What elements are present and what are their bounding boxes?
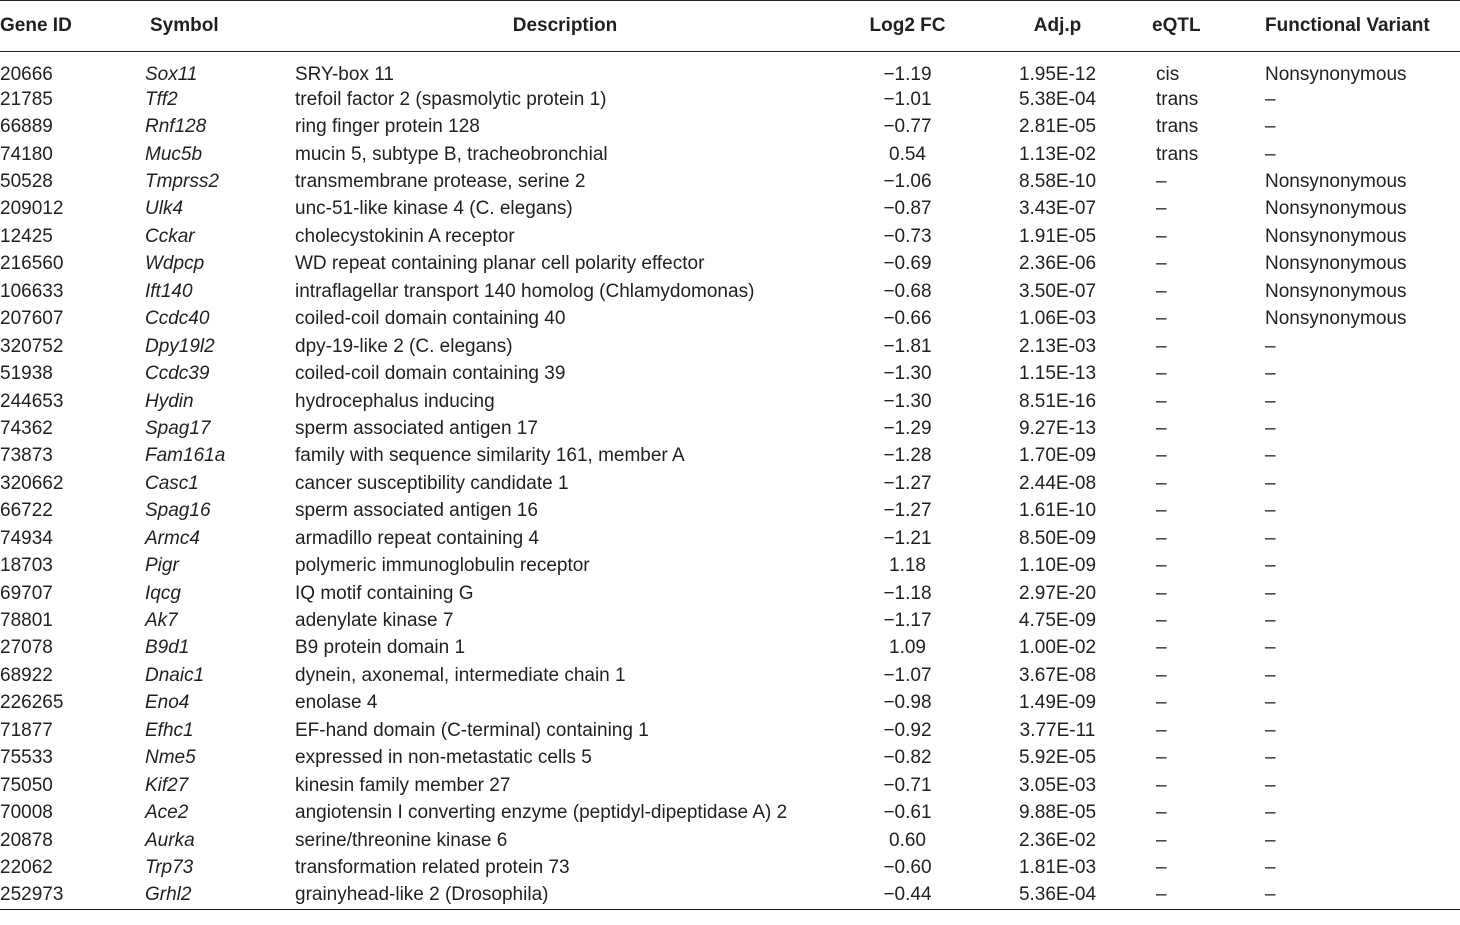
cell-symbol: Hydin	[145, 390, 194, 412]
cell-eqtl: –	[1156, 253, 1167, 275]
cell-adjp: 8.58E-10	[1018, 171, 1097, 193]
cell-symbol: Muc5b	[145, 143, 203, 165]
cell-eqtl: –	[1156, 856, 1167, 878]
cell-gene-id: 21785	[0, 88, 53, 110]
cell-eqtl: –	[1156, 884, 1167, 906]
cell-eqtl: –	[1156, 335, 1167, 357]
cell-symbol: Kif27	[145, 774, 189, 796]
cell-functional-variant: –	[1265, 555, 1276, 577]
cell-functional-variant: –	[1265, 445, 1276, 467]
cell-log2fc: −0.61	[883, 802, 932, 824]
cell-description: SRY-box 11	[295, 64, 394, 85]
cell-gene-id: 69707	[0, 582, 53, 604]
cell-eqtl: trans	[1156, 116, 1199, 138]
cell-functional-variant: –	[1265, 829, 1276, 851]
table-row	[0, 52, 1460, 87]
cell-eqtl: –	[1156, 829, 1167, 851]
cell-functional-variant: –	[1265, 610, 1276, 632]
cell-symbol: Pigr	[145, 555, 179, 577]
cell-adjp: 8.51E-16	[1018, 390, 1097, 412]
cell-symbol: Efhc1	[145, 719, 194, 741]
cell-adjp: 3.77E-11	[1019, 719, 1096, 741]
table-row	[0, 635, 1460, 662]
cell-gene-id: 70008	[0, 802, 53, 824]
cell-description: grainyhead-like 2 (Drosophila)	[295, 884, 549, 906]
cell-gene-id: 106633	[0, 280, 64, 302]
table-row	[0, 662, 1460, 689]
cell-eqtl: –	[1156, 363, 1167, 385]
cell-eqtl: –	[1156, 500, 1167, 522]
cell-eqtl: –	[1156, 308, 1167, 330]
table-row	[0, 799, 1460, 826]
cell-functional-variant: –	[1265, 747, 1276, 769]
cell-gene-id: 50528	[0, 171, 53, 193]
cell-log2fc: −1.06	[883, 171, 932, 193]
cell-log2fc: −0.60	[883, 856, 932, 878]
cell-adjp: 2.13E-03	[1018, 335, 1097, 357]
cell-functional-variant: –	[1265, 417, 1276, 439]
table-row	[0, 306, 1460, 333]
cell-functional-variant: –	[1265, 692, 1276, 714]
cell-eqtl: –	[1156, 527, 1167, 549]
cell-functional-variant: Nonsynonymous	[1265, 198, 1407, 220]
cell-adjp: 3.67E-08	[1018, 664, 1097, 686]
table-row	[0, 717, 1460, 744]
header-gene-id: Gene ID	[0, 1, 145, 52]
cell-gene-id: 66722	[0, 500, 53, 522]
cell-description: family with sequence similarity 161, member A	[295, 445, 685, 467]
cell-eqtl: –	[1156, 171, 1167, 193]
cell-eqtl: –	[1156, 637, 1167, 659]
cell-log2fc: −1.30	[883, 363, 932, 385]
table-row	[0, 388, 1460, 415]
cell-description: hydrocephalus inducing	[295, 390, 495, 412]
cell-adjp: 5.38E-04	[1018, 88, 1097, 110]
table-row	[0, 251, 1460, 278]
table-row	[0, 882, 1460, 909]
table-row	[0, 607, 1460, 634]
cell-adjp: 2.97E-20	[1018, 582, 1097, 604]
cell-adjp: 1.10E-09	[1018, 555, 1097, 577]
cell-adjp: 8.50E-09	[1018, 527, 1097, 549]
cell-functional-variant: –	[1265, 637, 1276, 659]
table-row	[0, 196, 1460, 223]
cell-log2fc: −1.21	[883, 527, 932, 549]
cell-eqtl: –	[1156, 610, 1167, 632]
table-row	[0, 525, 1460, 552]
cell-description: cholecystokinin A receptor	[295, 225, 515, 247]
cell-functional-variant: Nonsynonymous	[1265, 280, 1407, 302]
cell-functional-variant: –	[1265, 500, 1276, 522]
cell-description: dpy-19-like 2 (C. elegans)	[295, 335, 513, 357]
cell-gene-id: 74362	[0, 417, 53, 439]
cell-log2fc: −1.28	[883, 445, 932, 467]
cell-gene-id: 75533	[0, 747, 53, 769]
cell-adjp: 1.13E-02	[1018, 143, 1097, 165]
cell-gene-id: 71877	[0, 719, 53, 741]
cell-symbol: Dnaic1	[145, 664, 205, 686]
cell-eqtl: –	[1156, 280, 1167, 302]
cell-eqtl: –	[1156, 664, 1167, 686]
cell-adjp: 5.36E-04	[1018, 884, 1097, 906]
cell-description: B9 protein domain 1	[295, 637, 466, 659]
cell-adjp: 9.27E-13	[1018, 417, 1097, 439]
cell-description: enolase 4	[295, 692, 378, 714]
table-row	[0, 360, 1460, 387]
table-body	[0, 52, 1460, 910]
cell-functional-variant: –	[1265, 390, 1276, 412]
cell-gene-id: 74180	[0, 143, 53, 165]
cell-description: transformation related protein 73	[295, 856, 570, 878]
cell-adjp: 1.95E-12	[1018, 64, 1097, 85]
cell-gene-id: 66889	[0, 116, 53, 138]
cell-functional-variant: –	[1265, 116, 1276, 138]
table-row	[0, 470, 1460, 497]
cell-symbol: Ak7	[145, 610, 178, 632]
cell-log2fc: 0.54	[889, 143, 926, 165]
cell-symbol: Iqcg	[145, 582, 181, 604]
cell-log2fc: −1.27	[883, 500, 932, 522]
cell-gene-id: 75050	[0, 774, 53, 796]
cell-description: polymeric immunoglobulin receptor	[295, 555, 590, 577]
cell-symbol: Eno4	[145, 692, 190, 714]
cell-adjp: 1.61E-10	[1018, 500, 1097, 522]
cell-description: WD repeat containing planar cell polarity effector	[295, 253, 705, 275]
cell-adjp: 1.49E-09	[1018, 692, 1097, 714]
cell-description: dynein, axonemal, intermediate chain 1	[295, 664, 626, 686]
cell-functional-variant: –	[1265, 472, 1276, 494]
cell-eqtl: –	[1156, 472, 1167, 494]
cell-log2fc: −1.17	[883, 610, 932, 632]
cell-description: ring finger protein 128	[295, 116, 480, 138]
table-row	[0, 580, 1460, 607]
table-row	[0, 443, 1460, 470]
cell-functional-variant: Nonsynonymous	[1265, 171, 1407, 193]
cell-adjp: 1.81E-03	[1018, 856, 1097, 878]
cell-description: mucin 5, subtype B, tracheobronchial	[295, 143, 608, 165]
cell-log2fc: −0.71	[883, 774, 932, 796]
cell-log2fc: −1.07	[883, 664, 932, 686]
table-row	[0, 772, 1460, 799]
cell-symbol: Sox11	[145, 64, 198, 85]
cell-adjp: 1.91E-05	[1018, 225, 1097, 247]
cell-adjp: 3.43E-07	[1018, 198, 1097, 220]
cell-gene-id: 73873	[0, 445, 53, 467]
cell-gene-id: 68922	[0, 664, 53, 686]
cell-description: adenylate kinase 7	[295, 610, 454, 632]
table-row	[0, 333, 1460, 360]
table-row	[0, 415, 1460, 442]
header-functional-variant: Functional Variant	[1265, 1, 1460, 52]
cell-eqtl: –	[1156, 774, 1167, 796]
cell-eqtl: –	[1156, 719, 1167, 741]
cell-symbol: Grhl2	[145, 884, 192, 906]
cell-log2fc: −1.29	[883, 417, 932, 439]
cell-gene-id: 20666	[0, 64, 53, 85]
cell-symbol: Armc4	[145, 527, 200, 549]
table-row	[0, 223, 1460, 250]
cell-functional-variant: –	[1265, 143, 1276, 165]
header-log2fc: Log2 FC	[835, 1, 980, 52]
cell-functional-variant: –	[1265, 335, 1276, 357]
cell-log2fc: 1.18	[889, 555, 926, 577]
cell-adjp: 9.88E-05	[1018, 802, 1097, 824]
cell-eqtl: –	[1156, 555, 1167, 577]
header-description: Description	[295, 1, 835, 52]
cell-eqtl: –	[1156, 198, 1167, 220]
cell-eqtl: –	[1156, 390, 1167, 412]
table-row	[0, 86, 1460, 113]
cell-gene-id: 244653	[0, 390, 64, 412]
cell-functional-variant: –	[1265, 88, 1276, 110]
cell-functional-variant: –	[1265, 664, 1276, 686]
cell-eqtl: –	[1156, 417, 1167, 439]
cell-gene-id: 320752	[0, 335, 64, 357]
cell-symbol: Ulk4	[145, 198, 184, 220]
cell-functional-variant: –	[1265, 884, 1276, 906]
cell-description: armadillo repeat containing 4	[295, 527, 539, 549]
cell-symbol: Cckar	[145, 225, 195, 247]
cell-log2fc: −0.44	[883, 884, 932, 906]
cell-description: intraflagellar transport 140 homolog (Chlamydomonas)	[295, 280, 755, 302]
cell-adjp: 1.70E-09	[1018, 445, 1097, 467]
table-header	[0, 1, 1460, 52]
cell-functional-variant: –	[1265, 802, 1276, 824]
cell-symbol: Dpy19l2	[145, 335, 215, 357]
cell-functional-variant: –	[1265, 363, 1276, 385]
header-adjp: Adj.p	[980, 1, 1135, 52]
cell-log2fc: 1.09	[889, 637, 926, 659]
cell-adjp: 2.81E-05	[1018, 116, 1097, 138]
cell-eqtl: –	[1156, 445, 1167, 467]
cell-log2fc: 0.60	[889, 829, 926, 851]
cell-eqtl: trans	[1156, 143, 1199, 165]
cell-log2fc: −0.69	[883, 253, 932, 275]
cell-adjp: 3.50E-07	[1018, 280, 1097, 302]
cell-functional-variant: Nonsynonymous	[1265, 253, 1407, 275]
table-row	[0, 498, 1460, 525]
cell-eqtl: trans	[1156, 88, 1199, 110]
cell-symbol: B9d1	[145, 637, 190, 659]
table-row	[0, 745, 1460, 772]
cell-description: EF-hand domain (C-terminal) containing 1	[295, 719, 649, 741]
table-row	[0, 168, 1460, 195]
cell-description: expressed in non-metastatic cells 5	[295, 747, 592, 769]
cell-eqtl: –	[1156, 747, 1167, 769]
table-row	[0, 690, 1460, 717]
header-eqtl: eQTL	[1135, 1, 1265, 52]
cell-log2fc: −0.66	[883, 308, 932, 330]
cell-description: IQ motif containing G	[295, 582, 474, 604]
cell-symbol: Ace2	[145, 802, 189, 824]
cell-eqtl: cis	[1156, 64, 1180, 85]
table-row	[0, 113, 1460, 140]
cell-symbol: Casc1	[145, 472, 199, 494]
cell-description: serine/threonine kinase 6	[295, 829, 508, 851]
cell-symbol: Rnf128	[145, 116, 207, 138]
cell-functional-variant: –	[1265, 774, 1276, 796]
cell-adjp: 4.75E-09	[1018, 610, 1097, 632]
cell-log2fc: −0.92	[883, 719, 932, 741]
table-row	[0, 552, 1460, 579]
header-symbol: Symbol	[145, 1, 295, 52]
cell-functional-variant: Nonsynonymous	[1265, 225, 1407, 247]
cell-gene-id: 12425	[0, 225, 53, 247]
cell-adjp: 2.36E-02	[1018, 829, 1097, 851]
cell-log2fc: −0.68	[883, 280, 932, 302]
cell-adjp: 2.36E-06	[1018, 253, 1097, 275]
cell-gene-id: 22062	[0, 856, 53, 878]
cell-gene-id: 27078	[0, 637, 53, 659]
cell-log2fc: −0.77	[883, 116, 932, 138]
cell-eqtl: –	[1156, 802, 1167, 824]
cell-eqtl: –	[1156, 225, 1167, 247]
cell-adjp: 5.92E-05	[1018, 747, 1097, 769]
cell-functional-variant: –	[1265, 719, 1276, 741]
cell-gene-id: 74934	[0, 527, 53, 549]
cell-adjp: 1.00E-02	[1018, 637, 1097, 659]
cell-gene-id: 207607	[0, 308, 64, 330]
cell-gene-id: 18703	[0, 555, 53, 577]
cell-log2fc: −1.30	[883, 390, 932, 412]
table-row	[0, 854, 1460, 881]
cell-adjp: 1.15E-13	[1018, 363, 1097, 385]
cell-symbol: Spag16	[145, 500, 211, 522]
cell-adjp: 1.06E-03	[1018, 308, 1097, 330]
cell-log2fc: −1.01	[883, 88, 932, 110]
cell-description: trefoil factor 2 (spasmolytic protein 1)	[295, 88, 607, 110]
cell-gene-id: 216560	[0, 253, 64, 275]
cell-eqtl: –	[1156, 582, 1167, 604]
cell-functional-variant: –	[1265, 856, 1276, 878]
cell-symbol: Ccdc40	[145, 308, 210, 330]
cell-description: cancer susceptibility candidate 1	[295, 472, 569, 494]
cell-symbol: Aurka	[145, 829, 195, 851]
cell-description: unc-51-like kinase 4 (C. elegans)	[295, 198, 573, 220]
cell-symbol: Nme5	[145, 747, 196, 769]
cell-symbol: Spag17	[145, 417, 211, 439]
cell-description: transmembrane protease, serine 2	[295, 171, 586, 193]
cell-functional-variant: Nonsynonymous	[1265, 308, 1407, 330]
cell-symbol: Tmprss2	[145, 171, 219, 193]
cell-symbol: Trp73	[145, 856, 194, 878]
cell-gene-id: 20878	[0, 829, 53, 851]
cell-log2fc: −0.82	[883, 747, 932, 769]
cell-symbol: Wdpcp	[145, 253, 205, 275]
cell-log2fc: −0.73	[883, 225, 932, 247]
cell-functional-variant: Nonsynonymous	[1265, 64, 1407, 85]
cell-adjp: 2.44E-08	[1018, 472, 1097, 494]
cell-functional-variant: –	[1265, 582, 1276, 604]
cell-symbol: Ccdc39	[145, 363, 210, 385]
cell-log2fc: −1.18	[883, 582, 932, 604]
cell-functional-variant: –	[1265, 527, 1276, 549]
cell-gene-id: 51938	[0, 363, 53, 385]
cell-gene-id: 252973	[0, 884, 64, 906]
cell-log2fc: −0.87	[883, 198, 932, 220]
cell-description: coiled-coil domain containing 39	[295, 363, 566, 385]
cell-log2fc: −1.81	[883, 335, 932, 357]
cell-gene-id: 226265	[0, 692, 64, 714]
cell-eqtl: –	[1156, 692, 1167, 714]
table-row	[0, 827, 1460, 854]
cell-gene-id: 78801	[0, 610, 53, 632]
cell-symbol: Tff2	[145, 88, 178, 110]
cell-description: sperm associated antigen 17	[295, 417, 538, 439]
header-row	[0, 1, 1460, 52]
table-row	[0, 278, 1460, 305]
cell-log2fc: −1.19	[883, 64, 932, 85]
cell-description: kinesin family member 27	[295, 774, 511, 796]
cell-symbol: Ift140	[145, 280, 193, 302]
cell-description: coiled-coil domain containing 40	[295, 308, 566, 330]
cell-log2fc: −1.27	[883, 472, 932, 494]
cell-log2fc: −0.98	[883, 692, 932, 714]
table-row	[0, 141, 1460, 168]
cell-gene-id: 209012	[0, 198, 64, 220]
cell-description: sperm associated antigen 16	[295, 500, 538, 522]
cell-symbol: Fam161a	[145, 445, 226, 467]
cell-description: angiotensin I converting enzyme (peptidyl-dipeptidase A) 2	[295, 802, 788, 824]
cell-adjp: 3.05E-03	[1018, 774, 1097, 796]
cell-gene-id: 320662	[0, 472, 64, 494]
